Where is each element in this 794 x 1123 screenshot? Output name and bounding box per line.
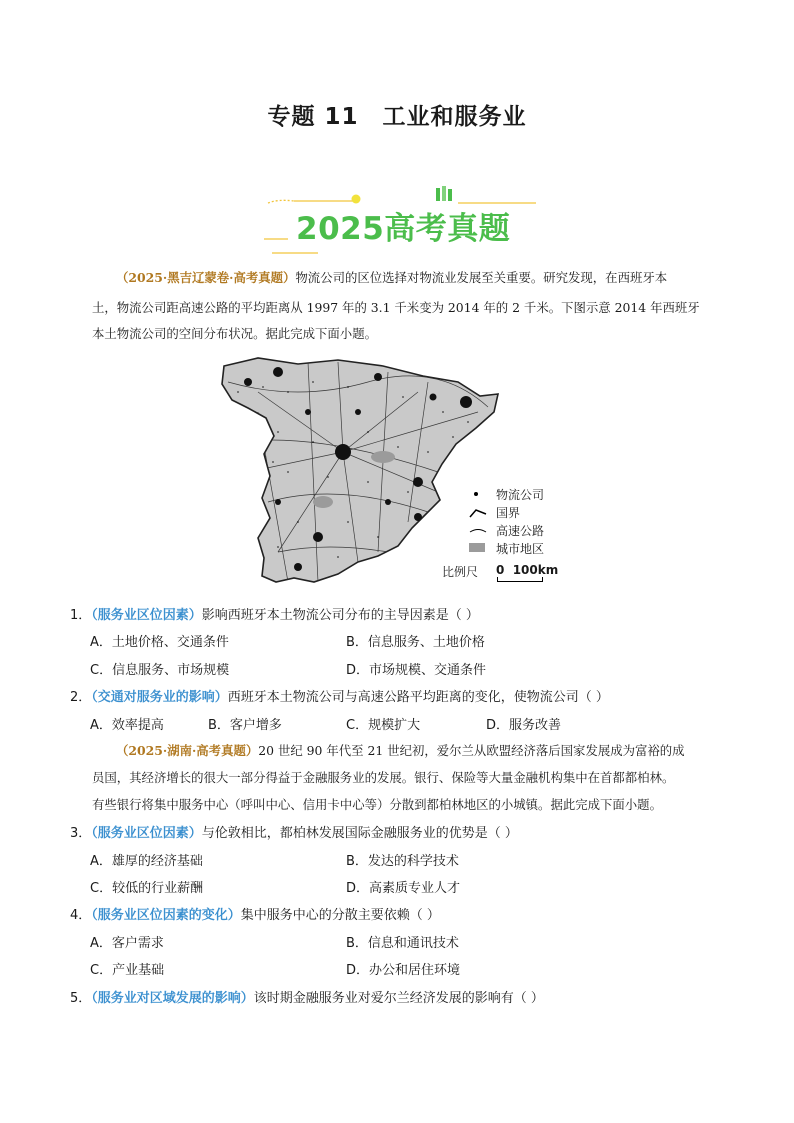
question-1-tag: （服务业区位因素）: [91, 608, 202, 623]
passage-2-line-3: 有些银行将集中服务中心（呼叫中心、信用卡中心等）分散到都柏林地区的小城镇。据此完成下面小题。: [92, 797, 662, 812]
passage-1-text-1: 物流公司的区位选择对物流业发展至关重要。研究发现，在西班牙本: [295, 270, 668, 285]
urban-area-icon: [469, 543, 485, 552]
legend-label-border: 国界: [496, 506, 521, 520]
q4-option-d[interactable]: D．办公和居住环境: [346, 963, 461, 978]
q4-option-c[interactable]: C．产业基础: [90, 963, 165, 978]
q3-option-c[interactable]: C．较低的行业薪酬: [90, 881, 204, 896]
question-3-number: 3．: [70, 826, 92, 841]
banner-title: 2025高考真题: [296, 211, 511, 247]
border-line-icon: [468, 508, 488, 518]
scale-value: 0 100km: [496, 563, 559, 577]
q1-option-c[interactable]: C．信息服务、市场规模: [90, 663, 230, 678]
question-3-tag: （服务业区位因素）: [91, 826, 202, 841]
q2-option-a[interactable]: A．效率提高: [90, 718, 164, 733]
q1-option-a[interactable]: A．土地价格、交通条件: [90, 635, 229, 650]
question-2-tag: （交通对服务业的影响）: [91, 690, 228, 705]
passage-2-line-2: 员国，其经济增长的很大一部分得益于金融服务业的发展。银行、保险等大量金融机构集中在首都都柏林。: [92, 770, 675, 785]
question-1-text: 影响西班牙本土物流公司分布的主导因素是（ ）: [201, 608, 479, 623]
legend-label-logistics: 物流公司: [496, 488, 545, 502]
page-title: 专题 11 工业和服务业: [267, 104, 527, 130]
question-5-tag: （服务业对区域发展的影响）: [91, 991, 254, 1006]
q4-option-a[interactable]: A．客户需求: [90, 936, 164, 951]
legend-label-urban: 城市地区: [496, 542, 545, 556]
question-3: [70, 822, 518, 841]
q3-option-b[interactable]: B．发达的科学技术: [346, 854, 459, 869]
q1-option-b[interactable]: B．信息服务、土地价格: [346, 635, 485, 650]
q2-option-d[interactable]: D．服务改善: [486, 718, 562, 733]
question-4-tag: （服务业区位因素的变化）: [91, 908, 241, 923]
passage-2-source: （2025·湖南·高考真题）: [116, 743, 259, 758]
q3-option-d[interactable]: D．高素质专业人才: [346, 881, 461, 896]
question-5: [70, 987, 544, 1006]
q2-option-b[interactable]: B．客户增多: [208, 718, 282, 733]
question-3-text: 与伦敦相比，都柏林发展国际金融服务业的优势是（ ）: [201, 826, 518, 841]
question-4: [70, 904, 440, 923]
legend-label-highway: 高速公路: [496, 524, 545, 538]
q3-option-a[interactable]: A．雄厚的经济基础: [90, 854, 203, 869]
passage-2-text-1: 20 世纪 90 年代至 21 世纪初，爱尔兰从欧盟经济落后国家发展成为富裕的成: [258, 743, 685, 758]
question-2: [70, 686, 609, 705]
question-2-number: 2．: [70, 690, 92, 705]
question-4-text: 集中服务中心的分散主要依赖（ ）: [240, 908, 440, 923]
passage-1-line-3: 本土物流公司的空间分布状况。据此完成下面小题。: [92, 326, 377, 341]
question-5-number: 5．: [70, 991, 92, 1006]
q2-option-c[interactable]: C．规模扩大: [346, 718, 421, 733]
scale-bar: [497, 577, 543, 582]
question-5-text: 该时期金融服务业对爱尔兰经济发展的影响有（ ）: [253, 991, 544, 1006]
logistics-dot-icon: [474, 492, 478, 496]
question-2-text: 西班牙本土物流公司与高速公路平均距离的变化，使物流公司（ ）: [227, 690, 609, 705]
passage-2-line-1: [116, 741, 685, 759]
section-banner: [258, 183, 538, 257]
q4-option-b[interactable]: B．信息和通讯技术: [346, 936, 459, 951]
question-1: [70, 604, 479, 623]
question-4-number: 4．: [70, 908, 92, 923]
q1-option-d[interactable]: D．市场规模、交通条件: [346, 663, 487, 678]
scale-label: 比例尺: [442, 565, 479, 579]
passage-1-source: （2025·黑吉辽蒙卷·高考真题）: [116, 270, 296, 285]
passage-1-line-2: 土，物流公司距高速公路的平均距离从 1997 年的 3.1 千米变为 2014 年的 2 千米。下图示意 2014 年西班牙: [92, 300, 700, 315]
question-1-number: 1．: [70, 608, 92, 623]
passage-1-line-1: [116, 268, 667, 286]
highway-line-icon: [468, 526, 488, 536]
